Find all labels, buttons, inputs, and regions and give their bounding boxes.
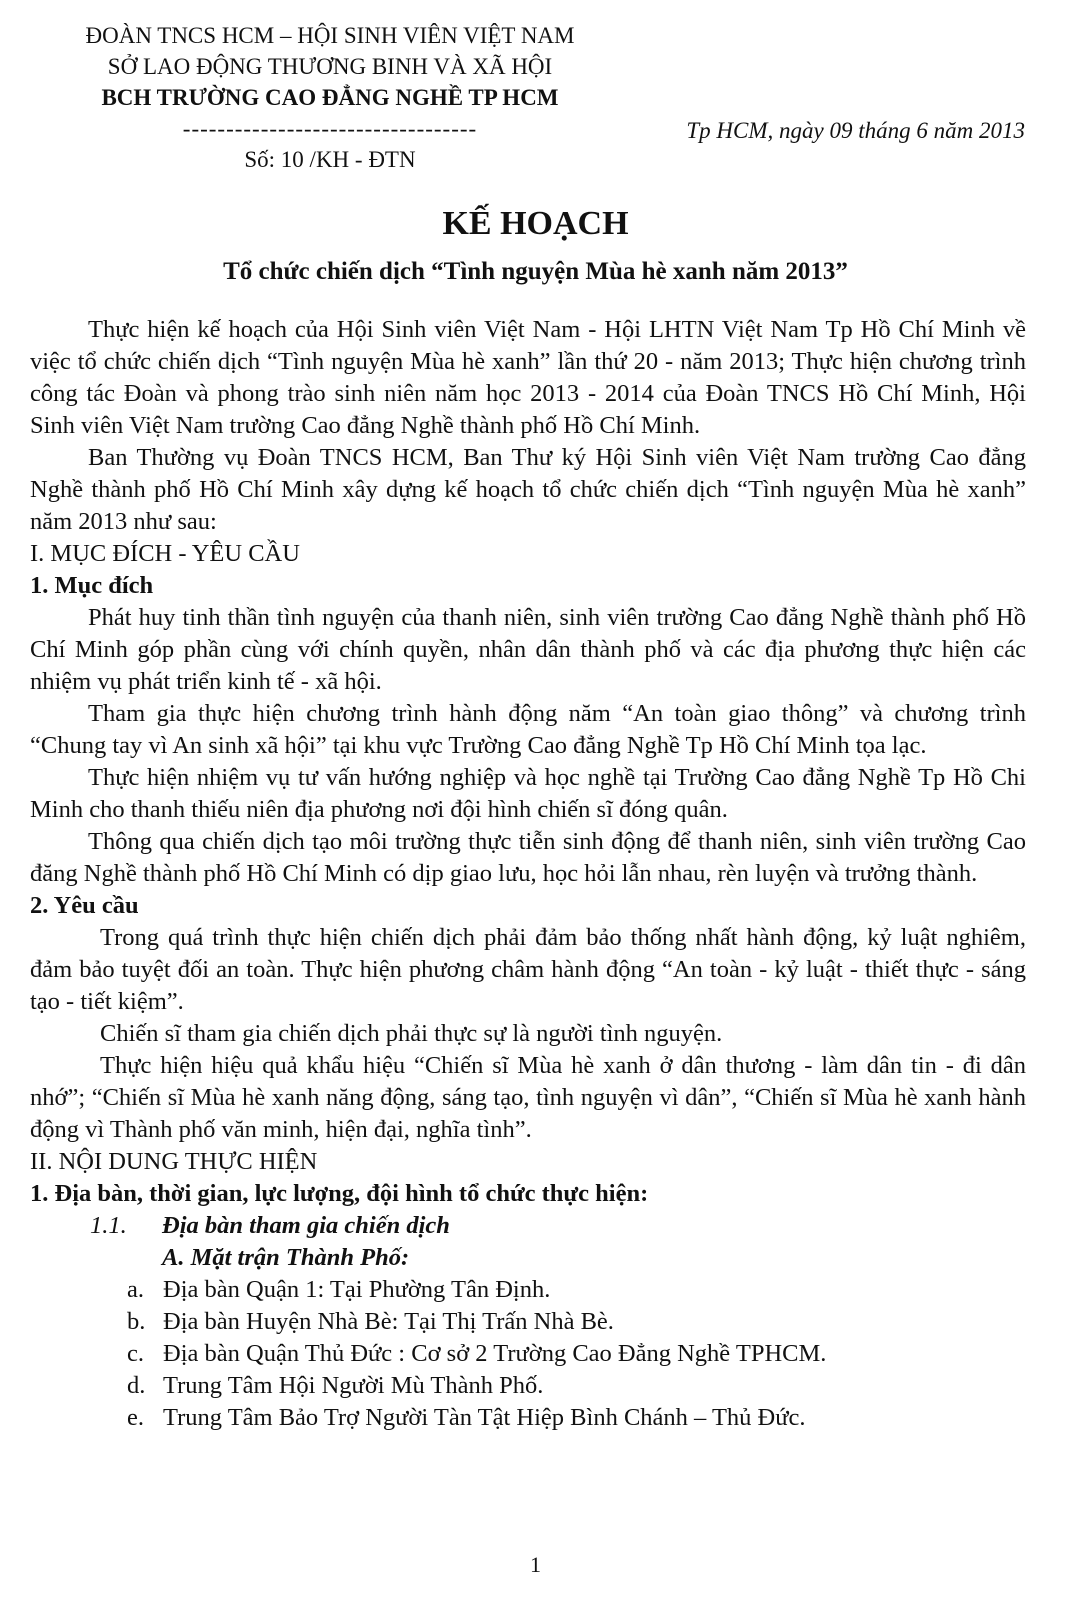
document-title: KẾ HOẠCH bbox=[442, 205, 629, 242]
page-number: 1 bbox=[530, 1552, 541, 1577]
sub-item-number: 1.1. bbox=[90, 1212, 127, 1239]
org-line-2: SỞ LAO ĐỘNG THƯƠNG BINH VÀ XÃ HỘI bbox=[107, 54, 553, 79]
section-heading: II. NỘI DUNG THỰC HIỆN bbox=[30, 1148, 318, 1175]
list-marker: a. bbox=[127, 1276, 144, 1303]
list-text: Trung Tâm Bảo Trợ Người Tàn Tật Hiệp Bình Chánh – Thủ Đức. bbox=[163, 1404, 806, 1431]
list-text: Địa bàn Huyện Nhà Bè: Tại Thị Trấn Nhà Bè. bbox=[163, 1308, 614, 1335]
list-marker: e. bbox=[127, 1404, 144, 1431]
intro-paragraph: Ban Thường vụ Đoàn TNCS HCM, Ban Thư ký Hội Sinh viên Việt Nam trường Cao đẳng Nghề thành phố Hồ Chí Minh xây dựng kế hoạch tổ chức chiến dịch “Tình nguyện Mùa hè xanh” năm 2013 như sau: bbox=[30, 444, 1026, 535]
sub-item-heading bbox=[30, 1210, 1026, 1242]
intro-paragraph: Thực hiện kế hoạch của Hội Sinh viên Việt Nam - Hội LHTN Việt Nam Tp Hồ Chí Minh về việc tổ chức chiến dịch “Tình nguyện Mùa hè xanh” lần thứ 20 - năm 2013; Thực hiện chương trình công tác Đoàn và phong trào sinh niên năm học 2013 - 2014 của Đoàn TNCS Hồ Chí Minh, Hội Sinh viên Việt Nam trường Cao đẳng Nghề thành phố Hồ Chí Minh. bbox=[30, 316, 1026, 439]
section-heading: I. MỤC ĐÍCH - YÊU CẦU bbox=[30, 540, 300, 567]
list-item bbox=[30, 1402, 1026, 1434]
list-item bbox=[30, 1338, 1026, 1370]
list-item bbox=[30, 1274, 1026, 1306]
subsection-heading: 2. Yêu cầu bbox=[30, 892, 139, 919]
document-number: Số: 10 /KH - ĐTN bbox=[244, 147, 416, 172]
list-text: Địa bàn Quận 1: Tại Phường Tân Định. bbox=[163, 1276, 551, 1303]
list-text: Địa bàn Quận Thủ Đức : Cơ sở 2 Trường Cao Đẳng Nghề TPHCM. bbox=[163, 1340, 827, 1367]
requirement-paragraph: Trong quá trình thực hiện chiến dịch phải đảm bảo thống nhất hành động, kỷ luật nghiêm, đảm bảo tuyệt đối an toàn. Thực hiện phương châm hành động “An toàn - kỷ luật - thiết thực - sáng tạo - tiết kiệm”. bbox=[30, 924, 1026, 1015]
list-item bbox=[30, 1306, 1026, 1338]
list-marker: b. bbox=[127, 1308, 146, 1335]
org-line-3: BCH TRƯỜNG CAO ĐẲNG NGHỀ TP HCM bbox=[101, 85, 559, 110]
list-item bbox=[30, 1370, 1026, 1402]
list-marker: d. bbox=[127, 1372, 146, 1399]
requirement-paragraph: Chiến sĩ tham gia chiến dịch phải thực sự là người tình nguyện. bbox=[100, 1020, 723, 1047]
org-line-1: ĐOÀN TNCS HCM – HỘI SINH VIÊN VIỆT NAM bbox=[85, 23, 575, 48]
numbered-item-heading: 1. Địa bàn, thời gian, lực lượng, đội hình tổ chức thực hiện: bbox=[30, 1180, 649, 1207]
purpose-paragraph: Thông qua chiến dịch tạo môi trường thực tiễn sinh động để thanh niên, sinh viên trường Cao đăng Nghề thành phố Hồ Chí Minh có dịp giao lưu, học hỏi lẫn nhau, rèn luyện và trưởng thành. bbox=[30, 828, 1026, 887]
header-separator: ---------------------------------- bbox=[182, 116, 478, 141]
subsection-heading: 1. Mục đích bbox=[30, 572, 154, 599]
requirement-paragraph: Thực hiện hiệu quả khẩu hiệu “Chiến sĩ Mùa hè xanh ở dân thương - làm dân tin - đi dân nhớ”; “Chiến sĩ Mùa hè xanh năng động, sáng tạo, tình nguyện vì dân”, “Chiến sĩ Mùa hè xanh hành động vì Thành phố văn minh, hiện đại, nghĩa tình”. bbox=[30, 1052, 1026, 1143]
document-subtitle: Tổ chức chiến dịch “Tình nguyện Mùa hè xanh năm 2013” bbox=[223, 258, 848, 285]
purpose-paragraph: Tham gia thực hiện chương trình hành động năm “An toàn giao thông” và chương trình “Chung tay vì An sinh xã hội” tại khu vực Trường Cao đẳng Nghề Tp Hồ Chí Minh tọa lạc. bbox=[30, 700, 1026, 759]
purpose-paragraph: Thực hiện nhiệm vụ tư vấn hướng nghiệp và học nghề tại Trường Cao đẳng Nghề Tp Hồ Chi Minh cho thanh thiếu niên địa phương nơi đội hình chiến sĩ đóng quân. bbox=[30, 764, 1026, 823]
purpose-paragraph: Phát huy tinh thần tình nguyện của thanh niên, sinh viên trường Cao đẳng Nghề thành phố Hồ Chí Minh góp phần cùng với chính quyền, nhân dân thành phố và các địa phương thực hiện các nhiệm vụ phát triển kinh tế - xã hội. bbox=[30, 604, 1026, 695]
list-marker: c. bbox=[127, 1340, 144, 1367]
issuing-authority-block bbox=[30, 20, 630, 175]
front-heading: A. Mặt trận Thành Phố: bbox=[162, 1244, 410, 1271]
sub-item-title: Địa bàn tham gia chiến dịch bbox=[162, 1212, 450, 1239]
document-date: Tp HCM, ngày 09 tháng 6 năm 2013 bbox=[686, 118, 1025, 143]
list-text: Trung Tâm Hội Người Mù Thành Phố. bbox=[163, 1372, 544, 1399]
document-body bbox=[30, 314, 1026, 1434]
